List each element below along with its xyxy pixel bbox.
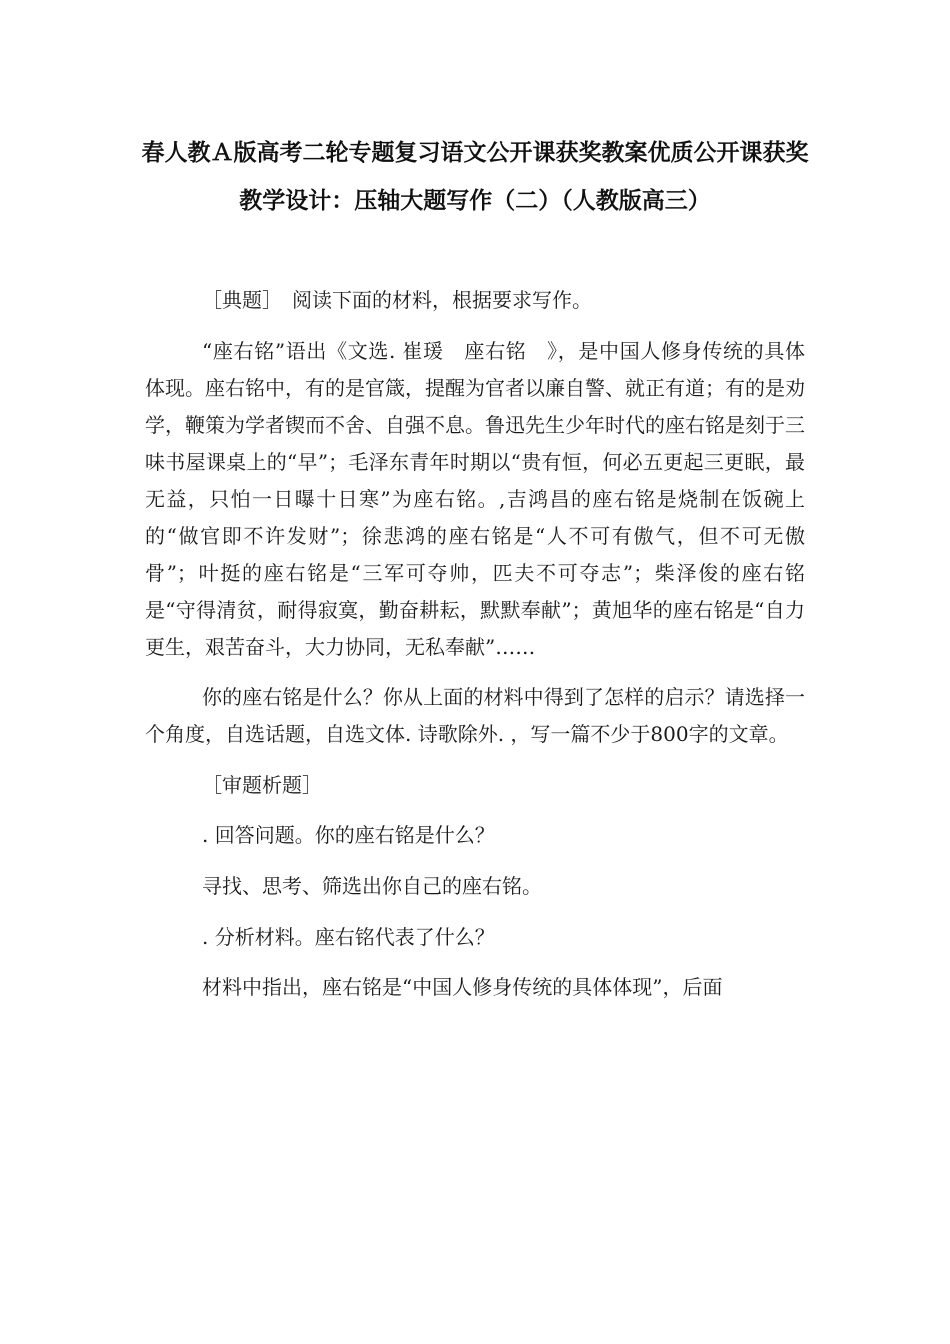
document-title-line-2: 教学设计：压轴大题写作（二）（人教版高三） (239, 188, 711, 214)
paragraph-step-2-detail: 材料中指出，座右铭是“中国人修身传统的具体体现”，后面 (202, 975, 723, 1000)
paragraph-material: “座右铭”语出《文选. 崔瑗 座右铭 》，是中国人修身传统的具体体现。座右铭中，有的是官箴，提醒为官者以廉自警、就正有道；有的是劝学，鞭策为学者锲而不舍、自强不息。鲁迅先生少年时代的座右铭是刻于三味书屋课桌上的“早”；毛泽东青年时期以“贵有恒，何必五更起三更眠，最无益，只怕一日曝十日寒”为座右铭。,吉鸿昌的座右铭是烧制在饭碗上的“做官即不许发财”；徐悲鸿的座右铭是“人不可有傲气，但不可无傲骨”；叶挺的座右铭是“三军可夺帅，匹夫不可夺志”；柴泽俊的座右铭是“守得清贫，耐得寂寞，勤奋耕耘，默默奉献”；黄旭华的座右铭是“自力更生，艰苦奋斗，大力协同，无私奉献”…… (145, 338, 805, 659)
paragraph-step-1-detail: 寻找、思考、筛选出你自己的座右铭。 (202, 873, 542, 898)
document-body (145, 282, 805, 1020)
paragraph-step-1: . 回答问题。你的座右铭是什么？ (202, 823, 495, 848)
paragraph-writing-requirement: 你的座右铭是什么？你从上面的材料中得到了怎样的启示？请选择一个角度，自选话题，自选文体. 诗歌除外. ，写一篇不少于800字的文章。 (145, 685, 805, 747)
paragraph-analysis-heading: ［审题析题］ (202, 772, 322, 797)
paragraph-prompt-intro: ［典题］ 阅读下面的材料，根据要求写作。 (202, 288, 592, 312)
document-title-line-1: 春人教Ａ版高考二轮专题复习语文公开课获奖教案优质公开课获奖 (141, 140, 809, 166)
paragraph-step-2: . 分析材料。座右铭代表了什么？ (202, 924, 495, 949)
